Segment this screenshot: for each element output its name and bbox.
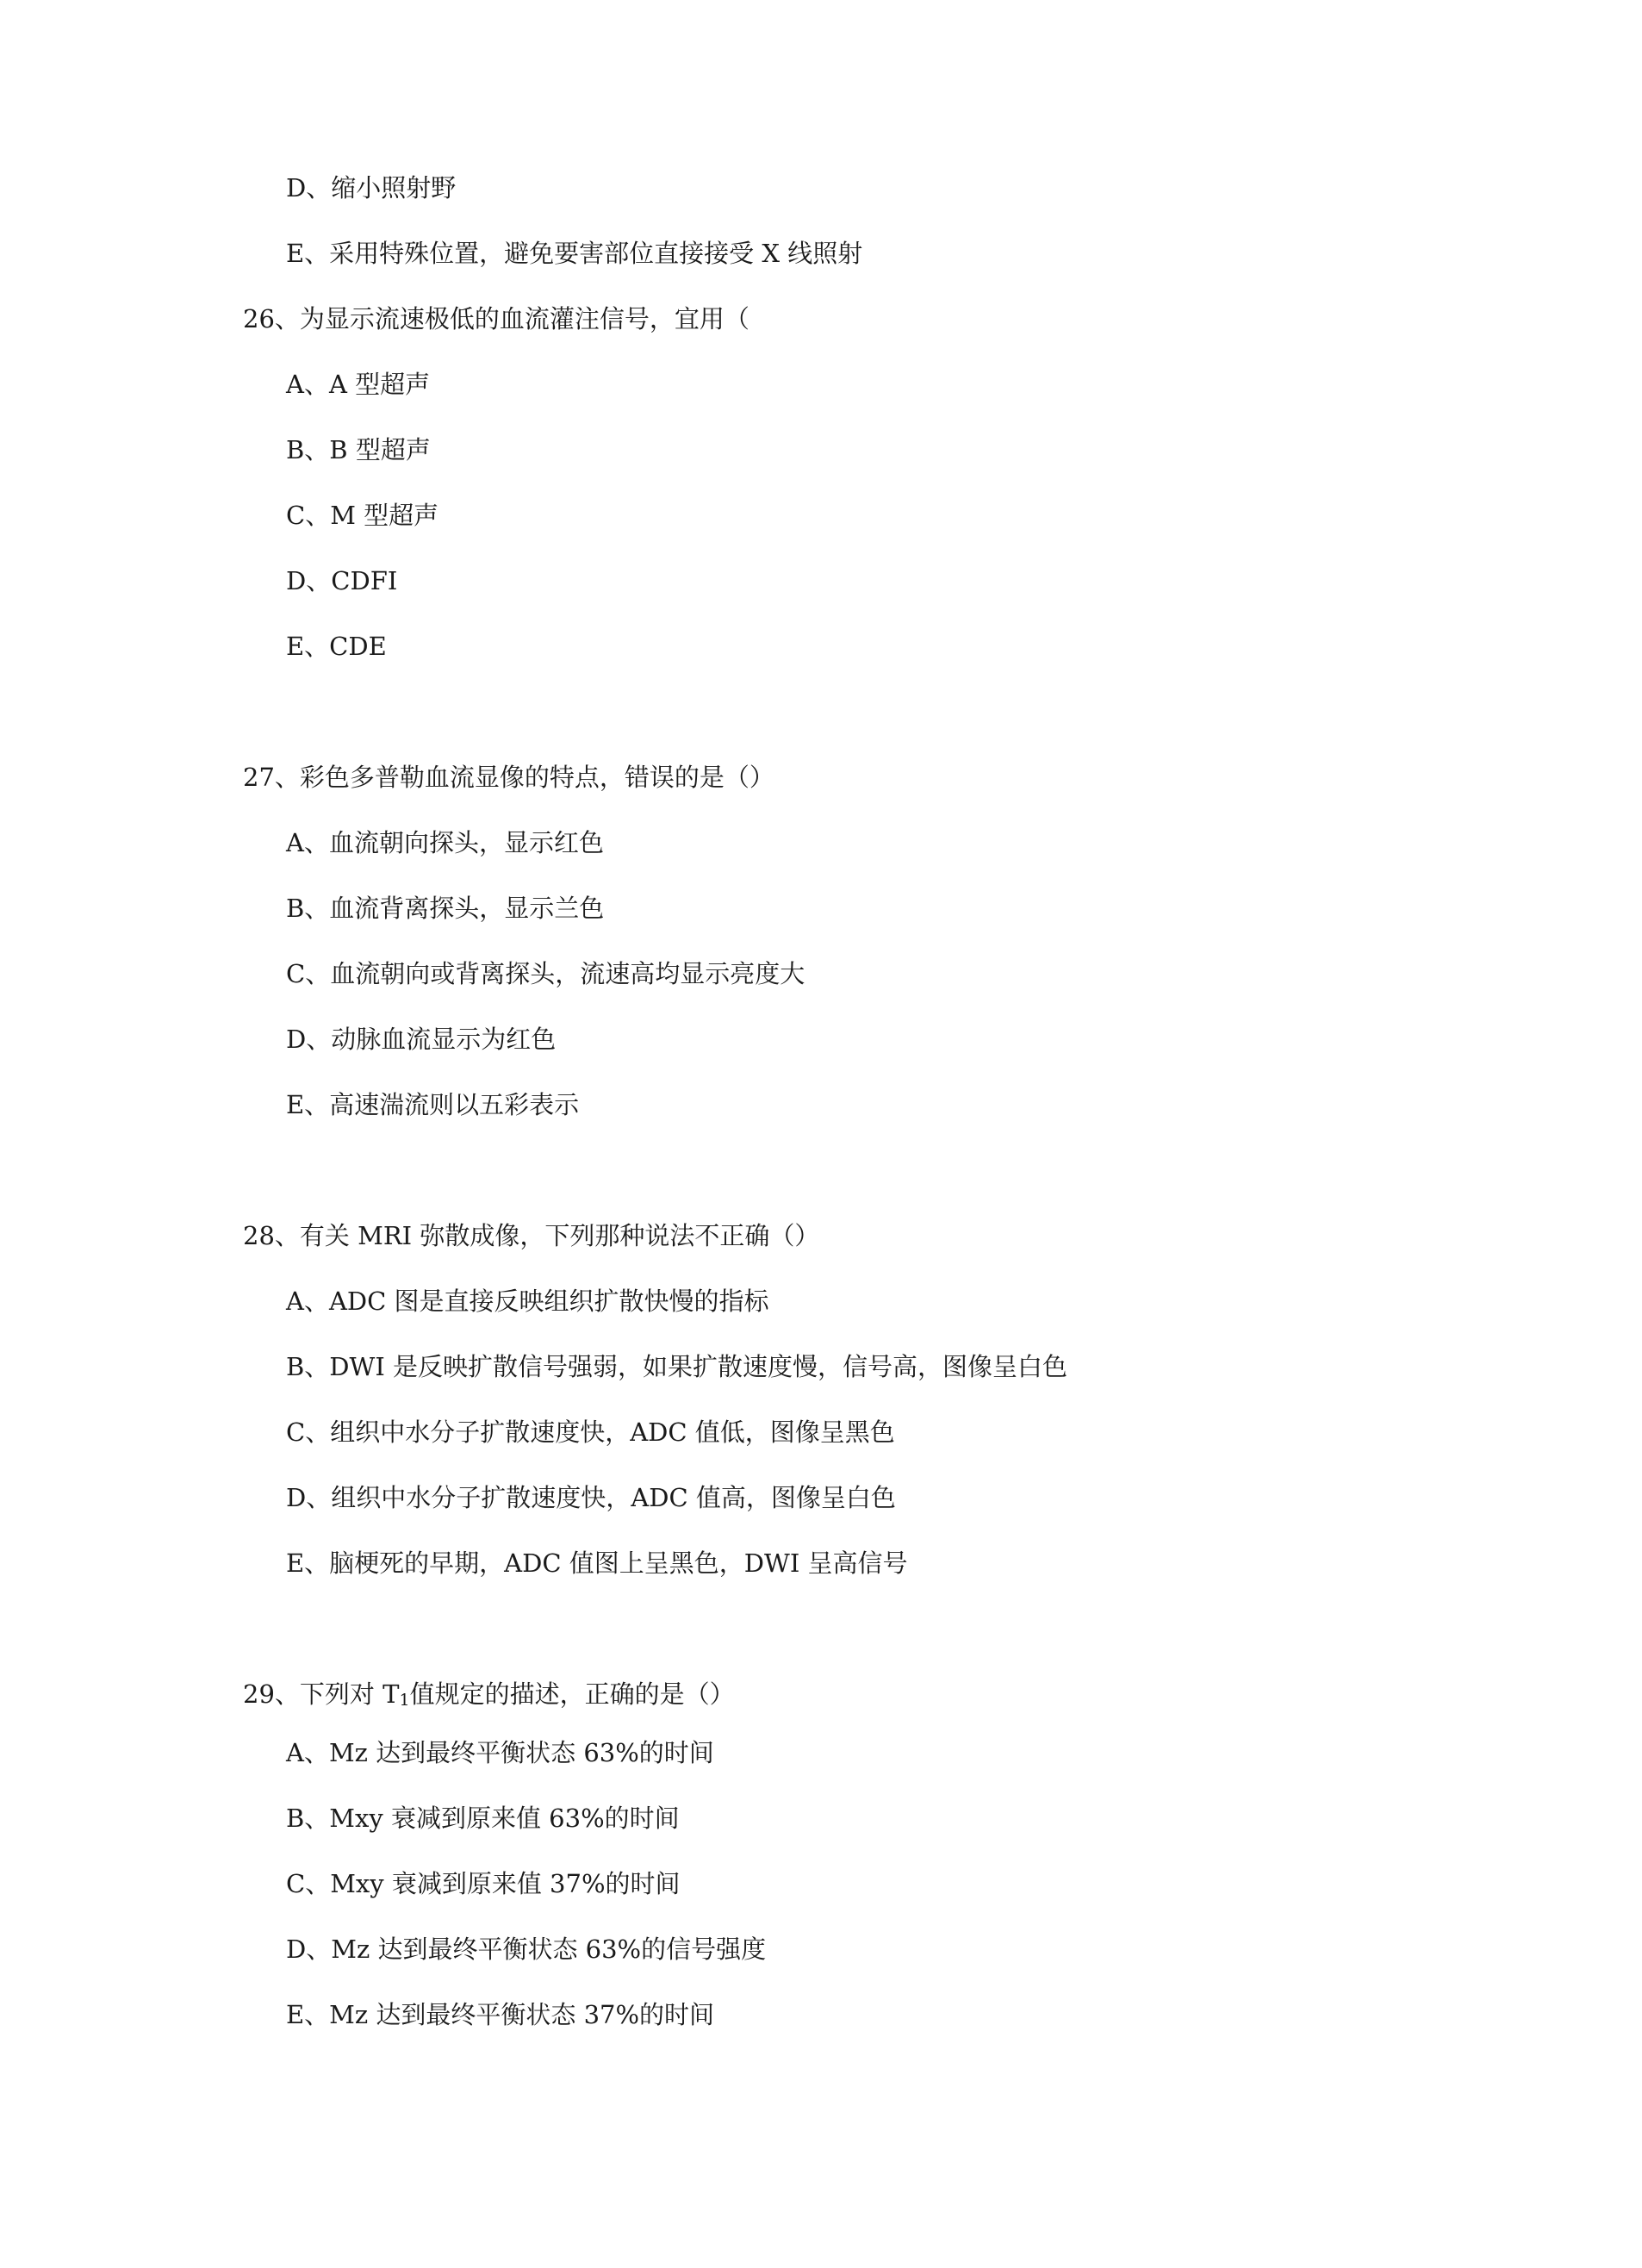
option-line: A、血流朝向探头，显示红色 xyxy=(286,828,604,857)
option-line: B、血流背离探头，显示兰色 xyxy=(286,894,605,923)
option-line: E、高速湍流则以五彩表示 xyxy=(286,1090,580,1119)
option-line: A、ADC 图是直接反映组织扩散快慢的指标 xyxy=(286,1287,769,1316)
option-line: B、DWI 是反映扩散信号强弱，如果扩散速度慢，信号高，图像呈白色 xyxy=(286,1352,1068,1381)
option-line: E、Mz 达到最终平衡状态 37%的时间 xyxy=(286,2000,715,2029)
option-line: E、CDE xyxy=(286,632,387,661)
option-line: D、动脉血流显示为红色 xyxy=(286,1025,557,1054)
question-stem xyxy=(243,1677,735,1717)
option-line: E、采用特殊位置，避免要害部位直接接受 X 线照射 xyxy=(286,239,863,268)
option-line: C、M 型超声 xyxy=(286,501,439,530)
question-stem-part: 29、下列对 T xyxy=(243,1679,400,1709)
option-line: C、组织中水分子扩散速度快，ADC 值低，图像呈黑色 xyxy=(286,1418,895,1447)
option-line: C、Mxy 衰减到原来值 37%的时间 xyxy=(286,1869,681,1898)
option-line: C、血流朝向或背离探头，流速高均显示亮度大 xyxy=(286,959,805,988)
option-line: B、B 型超声 xyxy=(286,435,431,464)
option-line: D、缩小照射野 xyxy=(286,173,457,202)
question-stem: 26、为显示流速极低的血流灌注信号，宜用（ xyxy=(243,304,749,333)
option-line: D、Mz 达到最终平衡状态 63%的信号强度 xyxy=(286,1935,767,1964)
option-line: D、CDFI xyxy=(286,566,398,595)
question-stem-part: 值规定的描述，正确的是（） xyxy=(409,1679,735,1709)
option-line: B、Mxy 衰减到原来值 63%的时间 xyxy=(286,1804,680,1833)
subscript: 1 xyxy=(399,1691,410,1710)
option-line: E、脑梗死的早期，ADC 值图上呈黑色，DWI 呈高信号 xyxy=(286,1548,908,1578)
question-stem: 28、有关 MRI 弥散成像，下列那种说法不正确（） xyxy=(243,1221,820,1250)
option-line: A、A 型超声 xyxy=(286,370,431,399)
question-stem: 27、彩色多普勒血流显像的特点，错误的是（） xyxy=(243,763,774,792)
option-line: D、组织中水分子扩散速度快，ADC 值高，图像呈白色 xyxy=(286,1483,896,1512)
option-line: A、Mz 达到最终平衡状态 63%的时间 xyxy=(286,1738,714,1767)
